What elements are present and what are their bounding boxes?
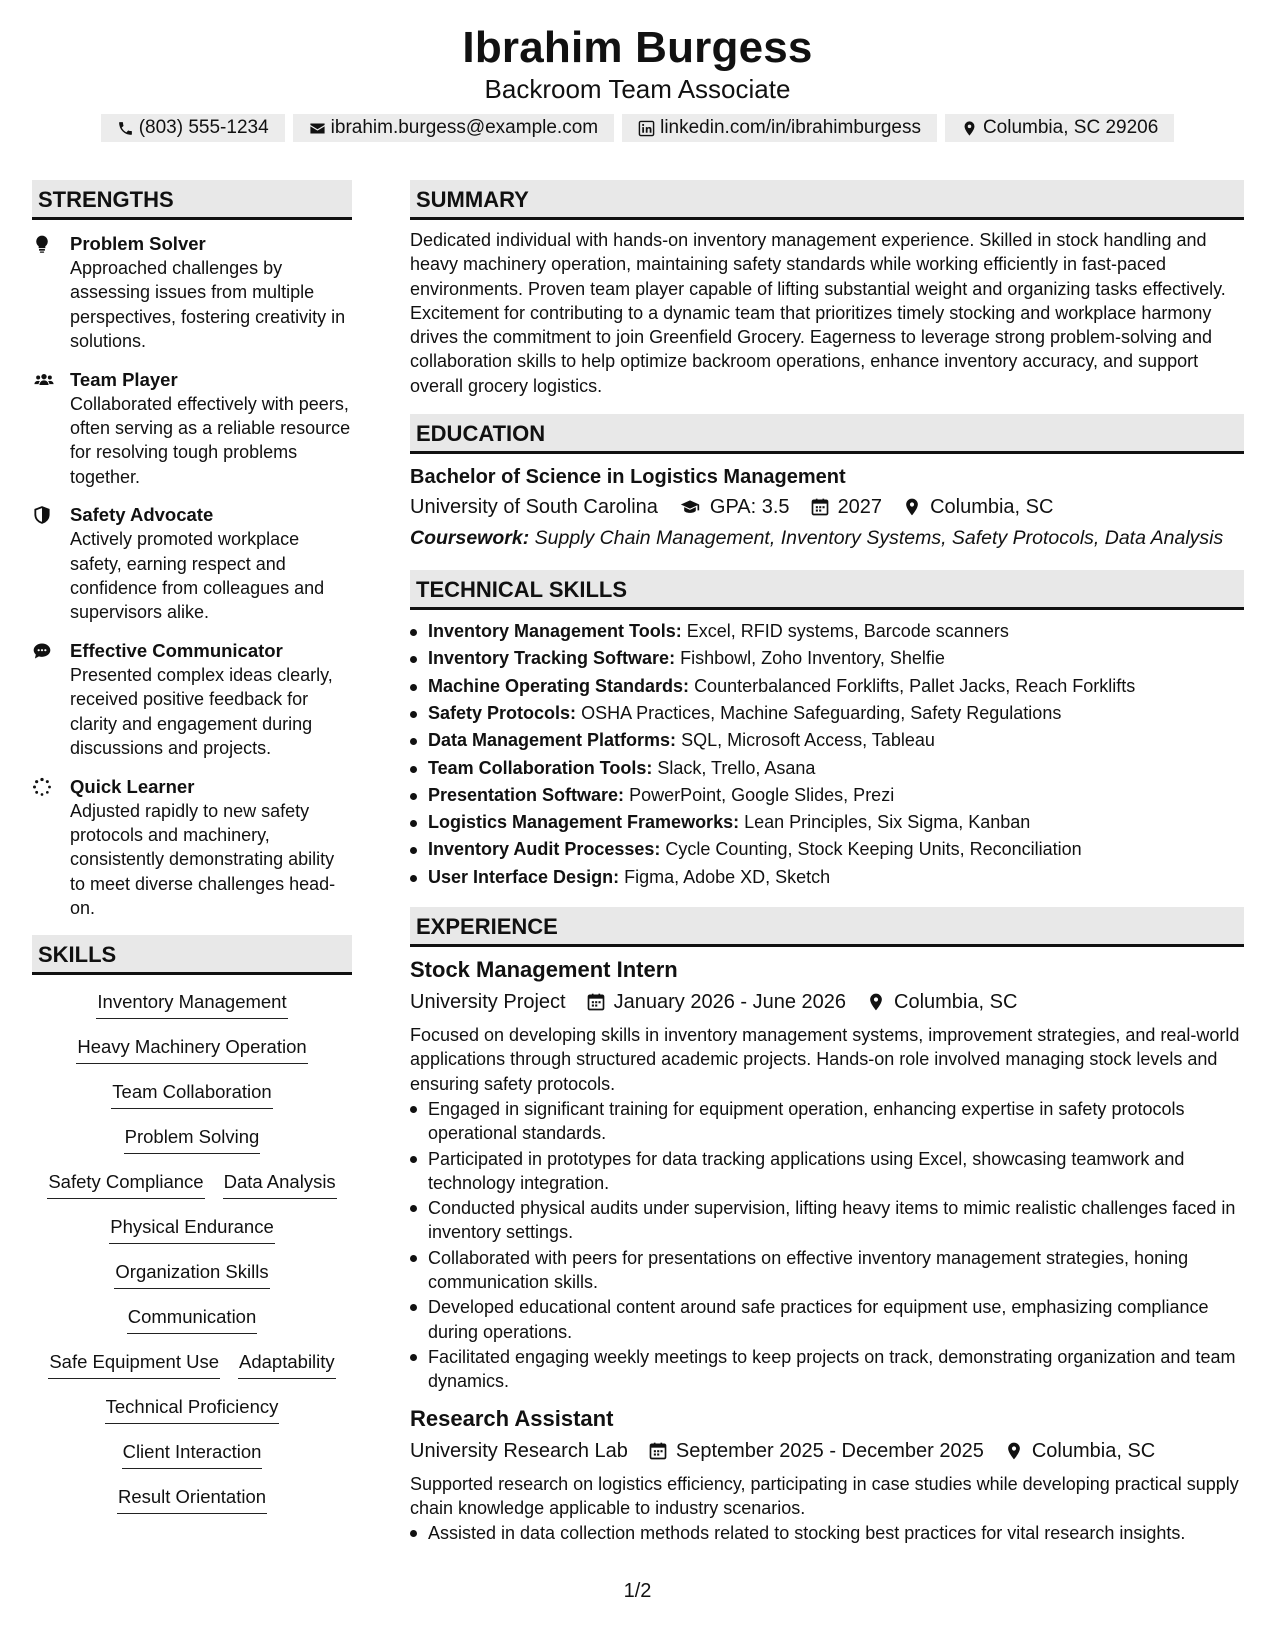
education-location: Columbia, SC: [930, 496, 1054, 519]
skill-tag: Heavy Machinery Operation: [76, 1034, 307, 1064]
map-pin-icon: [866, 992, 886, 1012]
list-item: [410, 618, 1244, 645]
list-item: [410, 836, 1244, 863]
tech-label: Machine Operating Standards:: [428, 675, 690, 696]
job-location: Columbia, SC: [894, 991, 1018, 1014]
job-dates: September 2025 - December 2025: [675, 1439, 984, 1462]
skill-tag: Physical Endurance: [109, 1214, 275, 1244]
list-item: Collaborated with peers for presentations on effective inventory management strategies, honing communication skills.: [410, 1246, 1244, 1295]
skills-heading: SKILLS: [32, 935, 352, 975]
skill-tag: Team Collaboration: [111, 1079, 272, 1109]
contact-location: [945, 114, 1174, 142]
job-entry: [410, 1404, 1244, 1546]
skill-tag: Problem Solving: [124, 1124, 261, 1154]
page-number: 1/2: [623, 1580, 652, 1602]
tech-label: Presentation Software:: [428, 784, 625, 805]
tech-value: Counterbalanced Forklifts, Pallet Jacks, Reach Forklifts: [694, 675, 1136, 696]
left-column: [32, 180, 352, 1529]
education-meta: [410, 492, 1244, 522]
tech-value: Cycle Counting, Stock Keeping Units, Reconciliation: [665, 839, 1082, 860]
list-item: Engaged in significant training for equipment operation, enhancing expertise in safety protocols operational standards.: [410, 1097, 1244, 1146]
tech-label: Inventory Audit Processes:: [428, 839, 661, 860]
strength-title: Quick Learner: [70, 775, 195, 797]
list-item: Facilitated engaging weekly meetings to keep projects on track, demonstrating organization and team dynamics.: [410, 1345, 1244, 1394]
tech-label: User Interface Design:: [428, 866, 620, 887]
contact-phone[interactable]: [101, 114, 285, 142]
tech-label: Logistics Management Frameworks:: [428, 812, 740, 833]
shield-icon: [32, 505, 52, 525]
contact-linkedin[interactable]: [622, 114, 937, 142]
strength-title: Problem Solver: [70, 233, 206, 254]
list-item: [410, 782, 1244, 809]
tech-label: Data Management Platforms:: [428, 730, 677, 751]
tech-value: Figma, Adobe XD, Sketch: [624, 866, 831, 887]
candidate-title: Backroom Team Associate: [484, 74, 791, 104]
coursework-label: Coursework:: [410, 527, 530, 550]
skills-tags: [32, 989, 352, 1529]
tech-value: Slack, Trello, Asana: [657, 757, 816, 778]
job-title: Research Assistant: [410, 1405, 614, 1431]
education-entry: [410, 464, 1244, 550]
skill-tag: Result Orientation: [117, 1484, 267, 1514]
candidate-name: Ibrahim Burgess: [462, 23, 813, 72]
strength-item: [32, 775, 352, 921]
lightbulb-icon: [32, 234, 52, 254]
skill-tag: Inventory Management: [96, 989, 287, 1019]
list-item: Participated in prototypes for data tracking applications using Excel, showcasing teamwork and technology integration.: [410, 1147, 1244, 1196]
skill-tag: Adaptability: [238, 1349, 336, 1379]
list-item: Assisted in data collection methods related to stocking best practices for vital research insights.: [410, 1521, 1244, 1545]
job-bullets: [410, 1097, 1244, 1394]
list-item: [410, 864, 1244, 891]
tech-value: SQL, Microsoft Access, Tableau: [681, 730, 935, 751]
list-item: [410, 755, 1244, 782]
strength-desc: Adjusted rapidly to new safety protocols and machinery, consistently demonstrating ability to meet diverse challenges head-on.: [70, 800, 336, 919]
list-item: Conducted physical audits under supervision, lifting heavy items to mimic realistic challenges faced in inventory settings.: [410, 1196, 1244, 1245]
skill-tag: Data Analysis: [223, 1169, 337, 1199]
education-heading: EDUCATION: [410, 414, 1244, 454]
coursework: [410, 526, 1244, 550]
resume-header: [0, 22, 1275, 142]
tech-value: Fishbowl, Zoho Inventory, Shelfie: [680, 648, 945, 669]
technical-skills-heading: TECHNICAL SKILLS: [410, 570, 1244, 610]
contact-bar: [0, 114, 1275, 142]
job-entry: [410, 955, 1244, 1393]
skill-tag: Safety Compliance: [47, 1169, 204, 1199]
job-bullets: [410, 1521, 1244, 1545]
tech-value: OSHA Practices, Machine Safeguarding, Safety Regulations: [581, 702, 1062, 723]
summary-heading: SUMMARY: [410, 180, 1244, 220]
users-icon: [32, 370, 56, 390]
job-meta: [410, 1436, 1244, 1466]
strength-desc: Presented complex ideas clearly, received positive feedback for clarity and engagement during discussions and projects.: [70, 664, 333, 759]
envelope-icon: [309, 120, 326, 137]
contact-email[interactable]: [293, 114, 614, 142]
experience-heading: EXPERIENCE: [410, 907, 1244, 947]
tech-label: Inventory Management Tools:: [428, 621, 682, 642]
graduation-year: 2027: [837, 496, 883, 519]
strength-item: [32, 368, 352, 490]
strength-desc: Approached challenges by assessing issues from multiple perspectives, fostering creativity in solutions.: [70, 258, 346, 352]
map-pin-icon: [902, 497, 922, 517]
skill-tag: Safe Equipment Use: [48, 1349, 220, 1379]
school-name: University of South Carolina: [410, 496, 658, 519]
map-pin-icon: [1004, 1441, 1024, 1461]
linkedin-icon: [638, 120, 655, 137]
job-description: Supported research on logistics efficiency, participating in case studies while developing practical supply chain knowledge applicable to industry scenarios.: [410, 1473, 1239, 1518]
phone-icon: [117, 120, 134, 137]
list-item: Developed educational content around safe practices for equipment use, emphasizing compliance during operations.: [410, 1295, 1244, 1344]
technical-skills-list: [410, 618, 1244, 891]
strength-title: Safety Advocate: [70, 504, 214, 526]
spinner-icon: [32, 777, 52, 797]
job-org: University Research Lab: [410, 1439, 628, 1462]
job-org: University Project: [410, 991, 566, 1014]
job-meta: [410, 987, 1244, 1017]
summary-text: Dedicated individual with hands-on inventory management experience. Skilled in stock handling and heavy machinery operation, maintaining safety standards while working efficiently in fast-paced environments. Proven team player capable of lifting substantial weight and organizing tasks effectively. Excitement for contributing to a dynamic team that prioritizes timely stocking and workplace harmony drives the commitment to join Greenfield Grocery. Eagerness to leverage strong problem-solving and collaboration skills to help optimize backroom operations, enhance inventory accuracy, and support overall grocery logistics.: [410, 230, 1226, 396]
tech-value: PowerPoint, Google Slides, Prezi: [629, 784, 895, 805]
graduation-cap-icon: [678, 497, 702, 517]
tech-value: Lean Principles, Six Sigma, Kanban: [744, 812, 1031, 833]
chat-icon: [32, 641, 52, 661]
strength-title: Team Player: [70, 368, 178, 390]
coursework-list: Supply Chain Management, Inventory Systems, Safety Protocols, Data Analysis: [534, 527, 1224, 550]
strength-item: [32, 503, 352, 625]
strengths-list: [32, 232, 352, 921]
list-item: [410, 700, 1244, 727]
phone-text: (803) 555-1234: [138, 117, 269, 138]
location-text: Columbia, SC 29206: [982, 117, 1159, 138]
tech-label: Safety Protocols:: [428, 702, 577, 723]
list-item: [410, 809, 1244, 836]
calendar-icon: [810, 497, 830, 517]
tech-label: Inventory Tracking Software:: [428, 648, 676, 669]
list-item: [410, 673, 1244, 700]
skill-tag: Client Interaction: [122, 1439, 263, 1469]
strength-desc: Collaborated effectively with peers, often serving as a reliable resource for resolving tough problems together.: [70, 393, 351, 487]
list-item: [410, 727, 1244, 754]
job-description: Focused on developing skills in inventory management systems, improvement strategies, and real-world applications through structured academic projects. Hands-on role involved managing stock levels and ensuring safety protocols.: [410, 1025, 1240, 1094]
degree-title: Bachelor of Science in Logistics Management: [410, 466, 846, 489]
calendar-icon: [648, 1441, 668, 1461]
skill-tag: Technical Proficiency: [105, 1394, 280, 1424]
strength-item: [32, 232, 352, 354]
job-title: Stock Management Intern: [410, 957, 678, 983]
calendar-icon: [586, 992, 606, 1012]
linkedin-text: linkedin.com/in/ibrahimburgess: [660, 117, 921, 138]
skill-tag: Communication: [127, 1304, 258, 1334]
map-pin-icon: [961, 120, 978, 137]
list-item: [410, 645, 1244, 672]
tech-label: Team Collaboration Tools:: [428, 757, 653, 778]
strength-desc: Actively promoted workplace safety, earning respect and confidence from colleagues and supervisors alike.: [70, 529, 325, 623]
strength-title: Effective Communicator: [70, 639, 283, 661]
job-dates: January 2026 - June 2026: [613, 991, 847, 1014]
gpa-text: GPA: 3.5: [709, 496, 790, 519]
skill-tag: Organization Skills: [114, 1259, 269, 1289]
strength-item: [32, 639, 352, 761]
email-text: ibrahim.burgess@example.com: [330, 117, 599, 138]
tech-value: Excel, RFID systems, Barcode scanners: [686, 621, 1009, 642]
right-column: [410, 180, 1244, 1545]
strengths-heading: STRENGTHS: [32, 180, 352, 220]
job-location: Columbia, SC: [1031, 1439, 1156, 1462]
